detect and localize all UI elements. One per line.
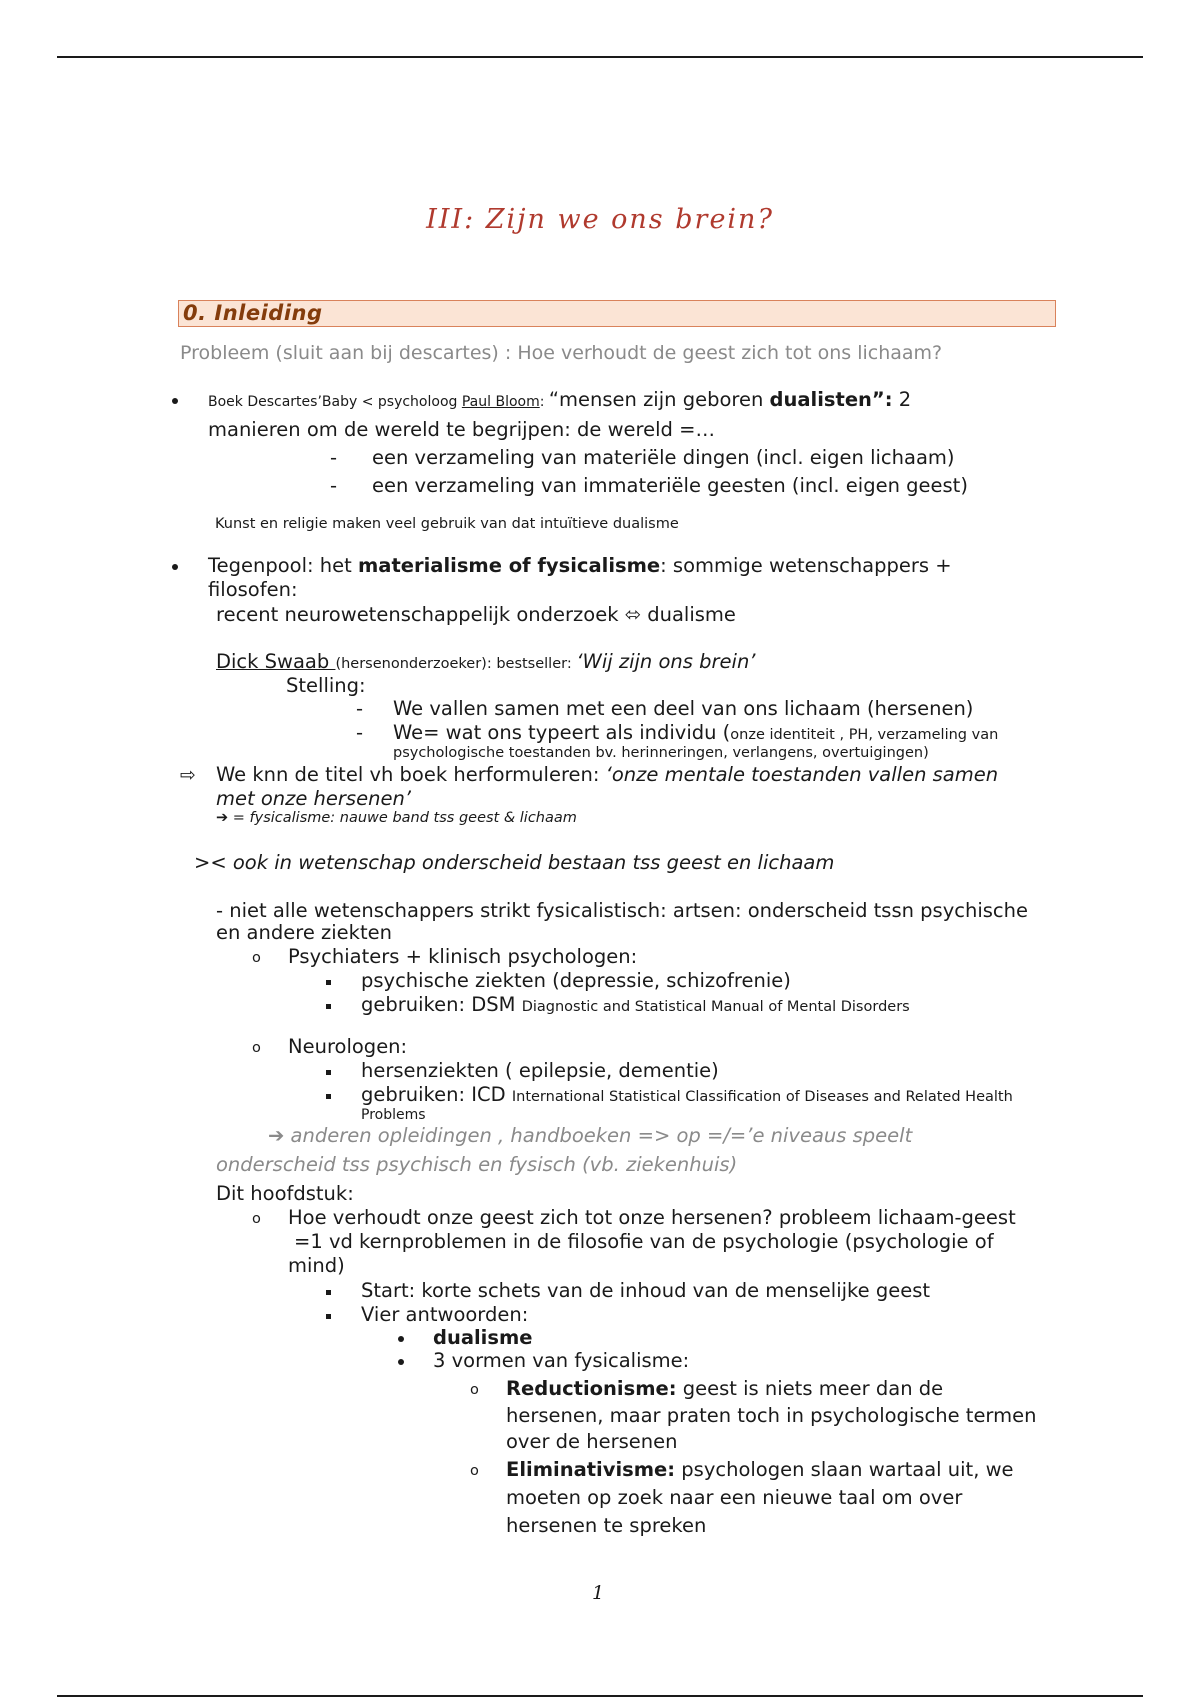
circle-marker: o [470,1463,479,1479]
fysicalisme-note: ➔ = fysicalisme: nauwe band tss geest & lichaam [216,810,577,826]
stelling-2 [393,721,998,744]
bloom-quote-end: 2 [892,388,912,411]
neurologen-heading: Neurologen: [288,1035,408,1058]
reformulate-start: We knn de titel vh boek herformuleren: [216,763,606,786]
square-bullet-icon [326,1290,331,1295]
materialism-end: : sommige wetenschappers + [660,554,952,577]
neuro-item-2 [361,1083,1013,1106]
psychiaters-heading: Psychiaters + klinisch psychologen: [288,945,638,968]
bloom-quote-bold: dualisten”: [769,388,893,411]
grey-note-1: ➔ anderen opleidingen , handboeken => op =/=’e niveaus speelt [268,1124,913,1147]
square-bullet-icon [326,1070,331,1075]
chapter-start: Start: korte schets van de inhoud van de menselijke geest [361,1279,931,1302]
reductionisme-line-1 [506,1377,943,1400]
reductionisme-text: geest is niets meer dan de [676,1377,944,1400]
eliminativisme-line-2: moeten op zoek naar een nieuwe taal om over [506,1486,963,1509]
swaab-book: ‘Wij zijn ons brein’ [576,650,756,673]
square-bullet-icon [326,1094,331,1099]
dash-marker: - [330,474,338,497]
circle-marker: o [252,1040,261,1056]
top-rule [57,56,1143,58]
stelling-2-small: onze identiteit , PH, verzameling van [730,727,999,743]
swaab-line [216,650,756,673]
chapter-heading: Dit hoofdstuk: [216,1182,354,1205]
bullet-icon [172,398,178,404]
psych-item-2-small: Diagnostic and Statistical Manual of Mental Disorders [521,999,910,1015]
bullet-icon [172,564,178,570]
reformulate-line-2: met onze hersenen’ [216,787,411,810]
bloom-colon: : [539,394,549,410]
materialism-bold: materialisme of fysicalisme [357,554,661,577]
reductionisme-line-3: over de hersenen [506,1430,678,1453]
section-heading: 0. Inleiding [183,301,323,325]
neuro-item-2-main: gebruiken: ICD [361,1083,512,1106]
bloom-note: Kunst en religie maken veel gebruik van dat intuïtieve dualisme [215,516,679,532]
stelling-label: Stelling: [286,674,366,697]
psych-item-1: psychische ziekten (depressie, schizofrenie) [361,969,791,992]
swaab-small: (hersenonderzoeker): bestseller: [335,656,577,672]
reductionisme-line-2: hersenen, maar praten toch in psychologische termen [506,1404,1037,1427]
circle-marker: o [252,950,261,966]
bloom-item-1: een verzameling van materiële dingen (incl. eigen lichaam) [372,446,955,469]
materialism-start: Tegenpool: het [208,554,358,577]
square-bullet-icon [326,1004,331,1009]
reductionisme-label: Reductionisme: [506,1377,677,1400]
chapter-dualisme: dualisme [433,1326,533,1349]
bloom-item-2: een verzameling van immateriële geesten (incl. eigen geest) [372,474,968,497]
stelling-2-main: We= wat ons typeert als individu ( [393,721,731,744]
dash-marker: - [330,446,338,469]
stelling-1: We vallen samen met een deel van ons lichaam (hersenen) [393,697,974,720]
eliminativisme-line-1 [506,1458,1014,1481]
circle-marker: o [252,1211,261,1227]
neuro-item-2-cont: Problems [361,1107,426,1123]
bloom-small-prefix: Boek Descartes’Baby < psycholoog [208,394,462,410]
stelling-2-cont: psychologische toestanden bv. herinneringen, verlangens, overtuigingen) [393,745,929,761]
science-line-1: - niet alle wetenschappers strikt fysicalistisch: artsen: onderscheid tssn psychische [216,899,1028,922]
reformulate-line-1 [216,763,998,786]
arrow-icon: ⇨ [180,764,196,786]
bloom-quote-start: “mensen zijn geboren [548,388,770,411]
materialism-line-1 [208,554,952,577]
bloom-line-2: manieren om de wereld te begrijpen: de wereld =… [208,418,715,441]
reformulate-italic: ‘onze mentale toestanden vallen samen [605,763,999,786]
grey-note-2: onderscheid tss psychisch en fysisch (vb. ziekenhuis) [216,1153,738,1176]
chapter-vier: Vier antwoorden: [361,1303,529,1326]
chapter-q-line-2: =1 vd kernproblemen in de filosofie van de psychologie (psychologie of [294,1230,994,1253]
psych-item-2 [361,993,910,1016]
contrast-line: >< ook in wetenschap onderscheid bestaan tss geest en lichaam [194,851,835,874]
section-heading-box [178,300,1056,327]
square-bullet-icon [326,1314,331,1319]
neuro-item-2-small: International Statistical Classification of Diseases and Related Health [511,1089,1013,1105]
problem-statement: Probleem (sluit aan bij descartes) : Hoe verhoudt de geest zich tot ons lichaam? [180,342,943,364]
square-bullet-icon [326,980,331,985]
eliminativisme-label: Eliminativisme: [506,1458,676,1481]
bullet-icon [398,1336,404,1342]
circle-marker: o [470,1382,479,1398]
eliminativisme-line-3: hersenen te spreken [506,1514,707,1537]
materialism-line-2: filosofen: [208,578,298,601]
chapter-q-line-3: mind) [288,1254,345,1277]
swaab-name: Dick Swaab [216,650,336,673]
eliminativisme-text: psychologen slaan wartaal uit, we [675,1458,1014,1481]
bloom-name: Paul Bloom [461,394,540,410]
page-title: III: Zijn we ons brein? [426,204,774,235]
chapter-drie: 3 vormen van fysicalisme: [433,1349,690,1372]
bullet-icon [398,1359,404,1365]
dash-marker: - [356,721,364,744]
bloom-line-1 [208,388,911,411]
neuro-item-1: hersenziekten ( epilepsie, dementie) [361,1059,719,1082]
chapter-q-line-1: Hoe verhoudt onze geest zich tot onze hersenen? probleem lichaam-geest [288,1206,1016,1229]
science-line-2: en andere ziekten [216,921,392,944]
dash-marker: - [356,697,364,720]
psych-item-2-main: gebruiken: DSM [361,993,522,1016]
page-number: 1 [592,1582,605,1604]
materialism-line-3: recent neurowetenschappelijk onderzoek ⬄ dualisme [216,603,736,626]
bottom-rule [57,1695,1143,1697]
